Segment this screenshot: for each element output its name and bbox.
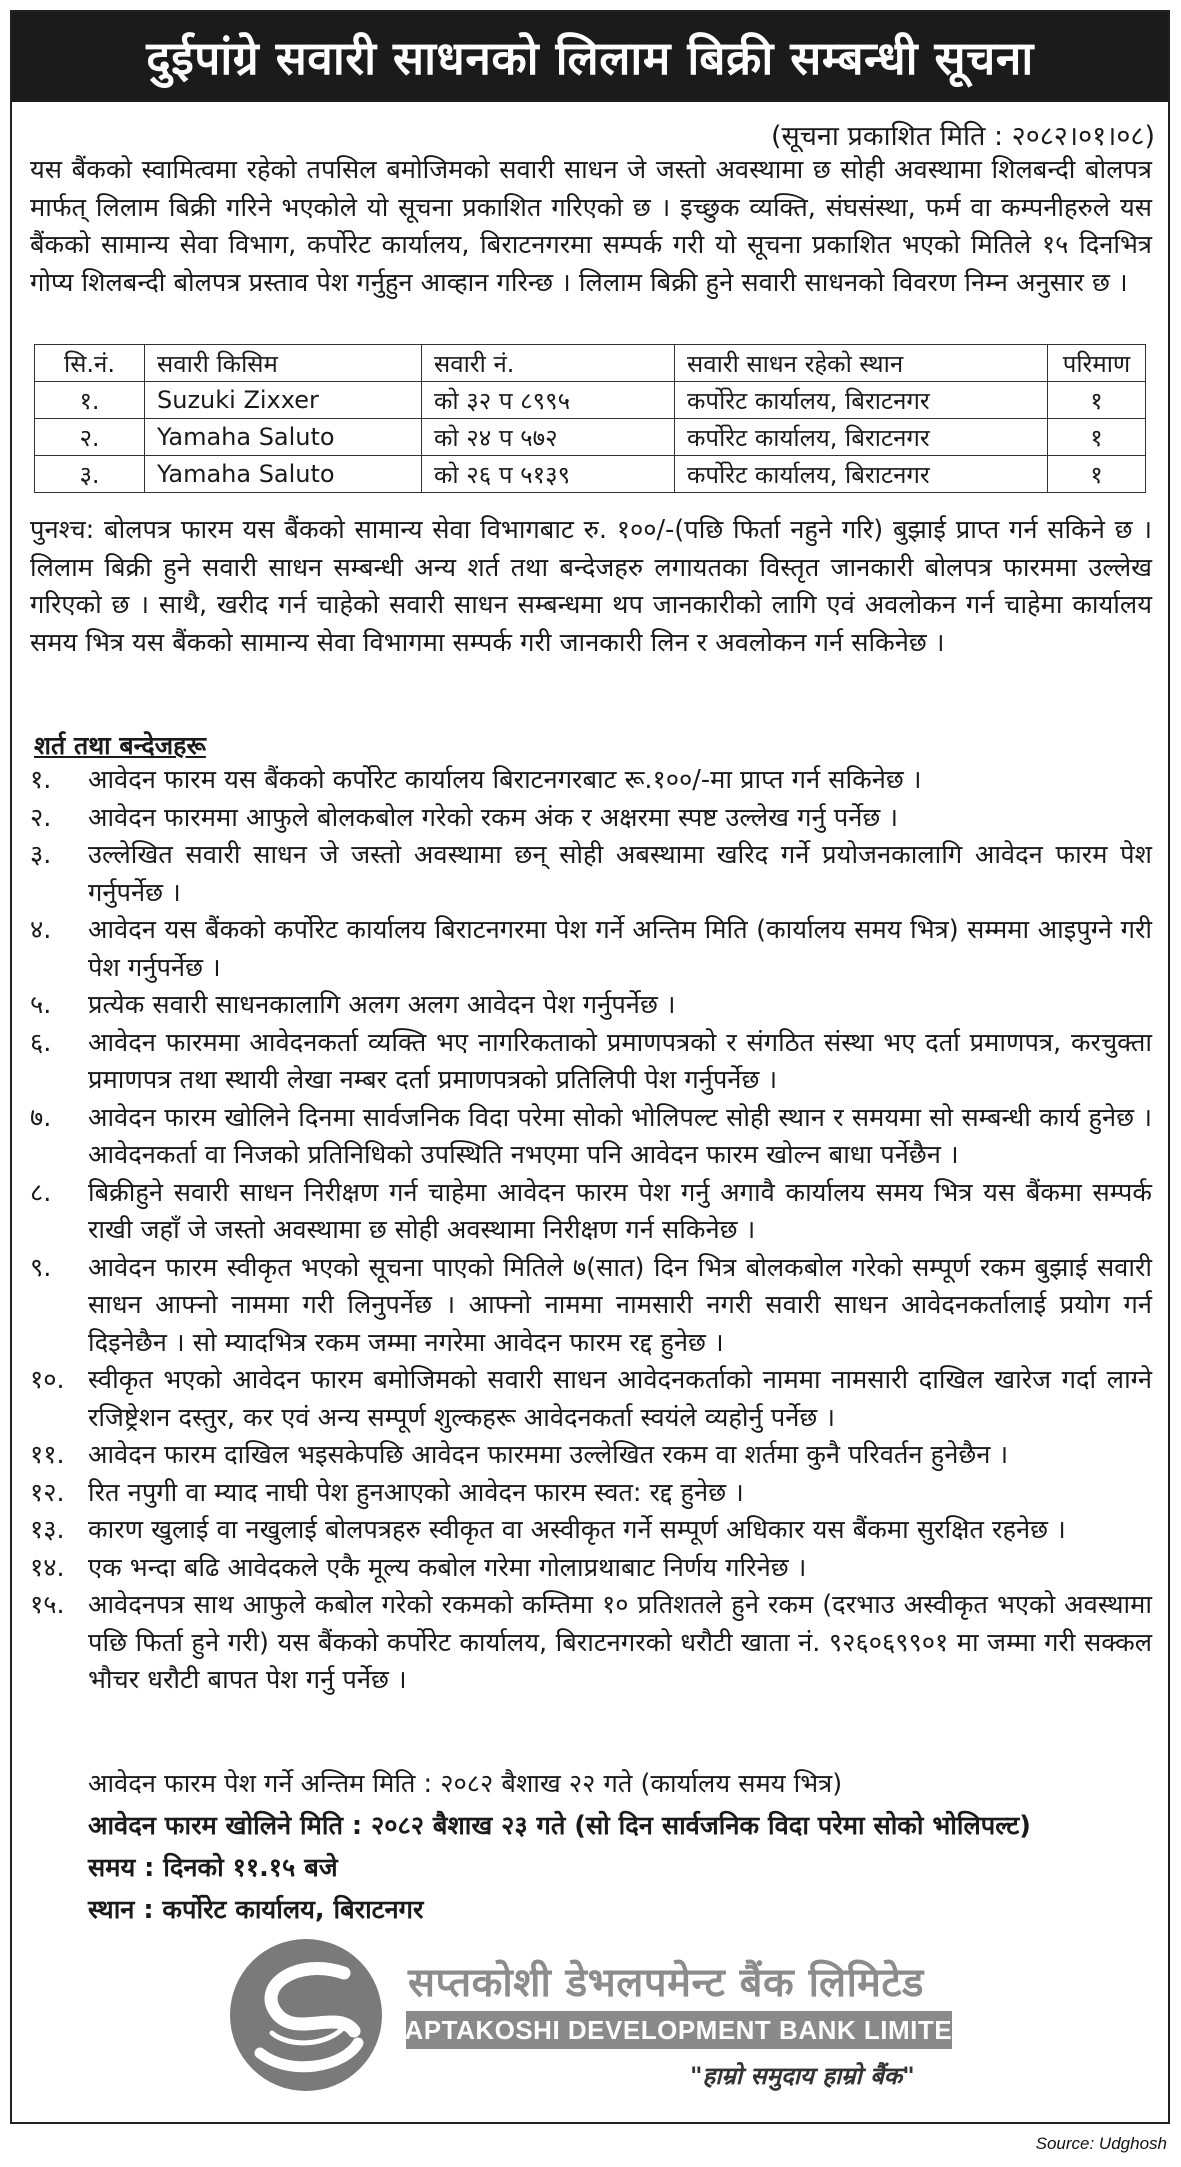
item-text: कारण खुलाई वा नखुलाई बोलपत्रहरु स्वीकृत वा अस्वीकृत गर्ने सम्पूर्ण अधिकार यस बैंकमा सुरक्षित रहनेछ ।: [88, 1515, 1066, 1545]
header-location: सवारी साधन रहेको स्थान: [675, 345, 1048, 382]
postscript-paragraph: पुनश्च: बोलपत्र फारम यस बैंकको सामान्य सेवा विभागबाट रु. १००/-(पछि फिर्ता नहुने गरि) बुझाई प्राप्त गर्न सकिने छ । लिलाम बिक्री हुने सवारी साधन सम्बन्धी अन्य शर्त तथा बन्देजहरु लगायतका विस्तृत जानकारी बोलपत्र फारममा उल्लेख गरिएको छ । साथै, खरीद गर्न चाहेको सवारी साधन सम्बन्धमा थप जानकारीको लागि एवं अवलोकन गर्न चाहेमा कार्यालय समय भित्र यस बैंकको सामान्य सेवा विभागमा सम्पर्क गरी जानकारी लिन र अवलोकन गर्न सकिनेछ ।: [30, 515, 1152, 658]
item-text: एक भन्दा बढि आवेदकले एकै मूल्य कबोल गरेमा गोलाप्रथाबाट निर्णय गरिनेछ ।: [88, 1552, 807, 1583]
cell-quantity: १: [1048, 419, 1146, 456]
vehicle-table: [34, 344, 1146, 493]
item-number: ११.: [30, 1440, 65, 1470]
item-number: १.: [30, 765, 52, 795]
item-number: ७.: [30, 1102, 52, 1133]
item-text: आवेदन फारममा आवेदनकर्ता व्यक्ति भए नागरिकताको प्रमाणपत्रको र संगठित संस्था भए दर्ता प्रमाणपत्र, करचुक्ता प्रमाणपत्र तथा स्थायी लेखा नम्बर दर्ता प्रमाणपत्रको प्रतिलिपी पेश गर्नुपर्नेछ ।: [88, 1027, 1152, 1095]
item-number: ५.: [30, 990, 52, 1020]
list-item: [30, 1362, 1152, 1437]
item-number: ४.: [30, 915, 52, 945]
bank-name-nepali: सप्तकोशी डेभलपमेन्ट बैंक लिमिटेड: [408, 1960, 924, 2006]
item-text: प्रत्येक सवारी साधनकालागि अलग अलग आवेदन पेश गर्नुपर्नेछ ।: [88, 990, 676, 1020]
cell-vehicle-type: Yamaha Saluto: [145, 419, 422, 456]
bank-logo-block: [220, 1935, 980, 2115]
list-item: [30, 1587, 1152, 1700]
list-item: [30, 1025, 1152, 1100]
bank-slogan: "हाम्रो समुदाय हाम्रो बैंक": [690, 2062, 915, 2090]
item-text: रित नपुगी वा म्याद नाघी पेश हुनआएको आवेदन फारम स्वत: रद्द हुनेछ ।: [88, 1477, 744, 1508]
bank-logo-icon: [226, 1935, 386, 2095]
cell-location: कर्पोरेट कार्यालय, बिराटनगर: [675, 382, 1048, 419]
item-text: आवेदन फारम यस बैंकको कर्पोरेट कार्यालय बिराटनगरबाट रू.१००/-मा प्राप्त गर्न सकिनेछ ।: [88, 765, 922, 795]
item-text: आवेदन फारम दाखिल भइसकेपछि आवेदन फारममा उल्लेखित रकम वा शर्तमा कुनै परिवर्तन हुनेछैन ।: [88, 1440, 1009, 1470]
item-number: १२.: [30, 1477, 65, 1508]
cell-vehicle-number: को २४ प ५७२: [422, 419, 675, 456]
item-number: २.: [30, 802, 52, 833]
list-item: [30, 987, 1152, 1025]
item-text: आवेदन फारममा आफुले बोलकबोल गरेको रकम अंक र अक्षरमा स्पष्ट उल्लेख गर्नु पर्नेछ ।: [88, 802, 898, 833]
list-item: [30, 1100, 1152, 1175]
header-vehicle-number: सवारी नं.: [422, 345, 675, 382]
item-text: आवेदन यस बैंकको कर्पोरेट कार्यालय बिराटनगरमा पेश गर्ने अन्तिम मिति (कार्यालय समय भित्र) सम्ममा आइपुग्ने गरी पेश गर्नुपर्नेछ ।: [88, 915, 1152, 983]
header-serial: सि.नं.: [35, 345, 145, 382]
intro-paragraph: यस बैंकको स्वामित्वमा रहेको तपसिल बमोजिमको सवारी साधन जे जस्तो अवस्थामा छ सोही अवस्थामा शिलबन्दी बोलपत्र मार्फत् लिलाम बिक्री गरिने भएकोले यो सूचना प्रकाशित गरिएको छ । इच्छुक व्यक्ति, संघसंस्था, फर्म वा कम्पनीहरुले यस बैंकको सामान्य सेवा विभाग, कर्पोरेट कार्यालय, बिराटनगरमा सम्पर्क गरी यो सूचना प्रकाशित भएको मितिले १५ दिनभित्र गोप्य शिलबन्दी बोलपत्र प्रस्ताव पेश गर्नुहुन आव्हान गरिन्छ । लिलाम बिक्री हुने सवारी साधनको विवरण निम्न अनुसार छ ।: [30, 155, 1152, 298]
opening-time: समय : दिनको ११.१५ बजे: [88, 1853, 338, 1883]
list-item: [30, 1512, 1152, 1550]
cell-vehicle-number: को ३२ प ८९९५: [422, 382, 675, 419]
table-row: [35, 419, 1146, 456]
item-number: ३.: [30, 840, 52, 870]
cell-location: कर्पोरेट कार्यालय, बिराटनगर: [675, 419, 1048, 456]
opening-date: आवेदन फारम खोलिने मिति : २०८२ बैशाख २३ गते (सो दिन सार्वजनिक विदा परेमा सोको भोलिपल्ट): [88, 1811, 1031, 1841]
list-item: [30, 1437, 1152, 1475]
item-number: ६.: [30, 1027, 52, 1058]
submission-deadline: आवेदन फारम पेश गर्ने अन्तिम मिति : २०८२ बैशाख २२ गते (कार्यालय समय भित्र): [88, 1769, 843, 1799]
item-number: १०.: [30, 1365, 65, 1395]
list-item: [30, 1175, 1152, 1250]
published-date: (सूचना प्रकाशित मिति : २०८२।०१।०८): [770, 121, 1155, 152]
table-row: [35, 456, 1146, 493]
list-item: [30, 912, 1152, 987]
item-number: १४.: [30, 1552, 65, 1583]
conditions-list: [30, 762, 1152, 1700]
item-text: आवेदनपत्र साथ आफुले कबोल गरेको रकमको कम्तिमा १० प्रतिशतले हुने रकम (दरभाउ अस्वीकृत भएको अवस्थामा पछि फिर्ता हुने गरी) यस बैंकको कर्पोरेट कार्यालय, बिराटनगरको धरौटी खाता नं. ९२६०६९९०१ मा जम्मा गरी सक्कल भौचर धरौटी बापत पेश गर्नु पर्नेछ ।: [88, 1590, 1152, 1695]
list-item: [30, 837, 1152, 912]
list-item: [30, 762, 1152, 800]
cell-vehicle-type: Suzuki Zixxer: [145, 382, 422, 419]
item-number: १३.: [30, 1515, 65, 1545]
cell-serial: ३.: [35, 456, 145, 493]
item-text: आवेदन फारम खोलिने दिनमा सार्वजनिक विदा परेमा सोको भोलिपल्ट सोही स्थान र समयमा सो सम्बन्धी कार्य हुनेछ । आवेदनकर्ता वा निजको प्रतिनिधिको उपस्थिति नभएमा पनि आवेदन फारम खोल्न बाधा पर्नेछैन ।: [88, 1102, 1152, 1170]
table-header-row: [35, 345, 1146, 382]
list-item: [30, 1550, 1152, 1588]
list-item: [30, 1475, 1152, 1513]
cell-vehicle-number: को २६ प ५१३९: [422, 456, 675, 493]
notice-title: दुईपांग्रे सवारी साधनको लिलाम बिक्री सम्बन्धी सूचना: [12, 12, 1168, 102]
header-quantity: परिमाण: [1048, 345, 1146, 382]
list-item: [30, 800, 1152, 838]
item-text: बिक्रीहुने सवारी साधन निरीक्षण गर्न चाहेमा आवेदन फारम पेश गर्नु अगावै कार्यालय समय भित्र यस बैंकमा सम्पर्क राखी जहाँ जे जस्तो अवस्थामा छ सोही अवस्थामा निरीक्षण गर्न सकिनेछ ।: [88, 1177, 1152, 1245]
cell-quantity: १: [1048, 382, 1146, 419]
conditions-title: शर्त तथा बन्देजहरू: [34, 731, 206, 760]
table-row: [35, 382, 1146, 419]
bank-name-english: SAPTAKOSHI DEVELOPMENT BANK LIMITED: [406, 2011, 952, 2049]
item-text: उल्लेखित सवारी साधन जे जस्तो अवस्थामा छन् सोही अबस्थामा खरिद गर्ने प्रयोजनकालागि आवेदन फारम पेश गर्नुपर्नेछ ।: [88, 840, 1152, 908]
cell-vehicle-type: Yamaha Saluto: [145, 456, 422, 493]
item-text: स्वीकृत भएको आवेदन फारम बमोजिमको सवारी साधन आवेदनकर्ताको नाममा नामसारी दाखिल खारेज गर्दा लाग्ने रजिष्ट्रेशन दस्तुर, कर एवं अन्य सम्पूर्ण शुल्कहरू आवेदनकर्ता स्वयंले व्यहोर्नु पर्नेछ ।: [88, 1365, 1152, 1433]
item-number: ८.: [30, 1177, 52, 1208]
list-item: [30, 1250, 1152, 1363]
header-vehicle-type: सवारी किसिम: [145, 345, 422, 382]
cell-location: कर्पोरेट कार्यालय, बिराटनगर: [675, 456, 1048, 493]
item-text: आवेदन फारम स्वीकृत भएको सूचना पाएको मितिले ७(सात) दिन भित्र बोलकबोल गरेको सम्पूर्ण रकम बुझाई सवारी साधन आफ्नो नाममा गरी लिनुपर्नेछ । आफ्नो नाममा नामसारी नगरी सवारी साधन आवेदनकर्तालाई प्रयोग गर्न दिइनेछैन । सो म्यादभित्र रकम जम्मा नगरेमा आवेदन फारम रद्द हुनेछ ।: [88, 1252, 1152, 1358]
item-number: ९.: [30, 1252, 52, 1283]
item-number: १५.: [30, 1590, 65, 1620]
cell-quantity: १: [1048, 456, 1146, 493]
opening-place: स्थान : कर्पोरेट कार्यालय, बिराटनगर: [88, 1895, 424, 1925]
source-credit: Source: Udghosh: [1035, 2134, 1167, 2153]
cell-serial: १.: [35, 382, 145, 419]
cell-serial: २.: [35, 419, 145, 456]
